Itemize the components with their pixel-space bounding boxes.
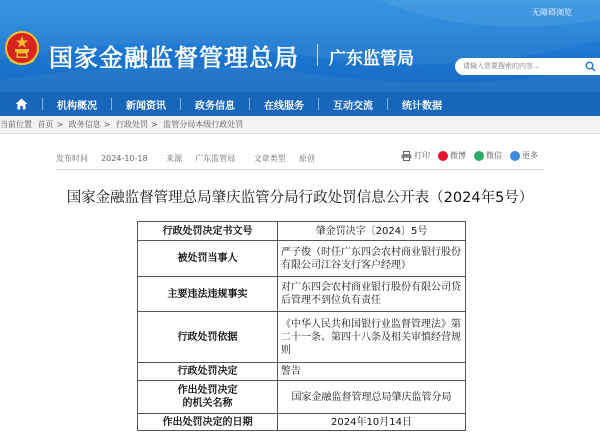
nav-item-label: 机构概况 xyxy=(57,100,97,112)
penalty-info-table xyxy=(137,221,466,431)
table-value-cell: 对广东四会农村商业银行股份有限公司贷后管理不到位负有责任 xyxy=(278,277,466,312)
wechat-icon xyxy=(474,151,484,161)
publish-time-label: 发布时间 xyxy=(56,154,88,163)
table-row xyxy=(138,312,466,363)
weibo-share-button[interactable] xyxy=(438,150,466,161)
nav-item-interaction[interactable] xyxy=(319,92,387,116)
table-row xyxy=(138,363,466,381)
table-value-cell: 《中华人民共和国银行业监督管理法》第二十一条、第四十八条及相关审慎经营规则 xyxy=(278,312,466,363)
nav-item-news[interactable] xyxy=(112,92,180,116)
print-label: 打印 xyxy=(414,151,430,160)
breadcrumb: 当前位置 首页 > 政务信息 > 行政处罚 > 监管分局本级行政处罚 xyxy=(0,116,600,134)
nav-item-government-info[interactable] xyxy=(181,92,249,116)
nav-item-label: 统计数据 xyxy=(402,100,442,112)
table-key-cell: 作出处罚决定的机关名称 xyxy=(138,381,278,414)
more-icon xyxy=(510,151,520,161)
wechat-share-button[interactable] xyxy=(474,150,502,161)
breadcrumb-item-penalty[interactable]: 行政处罚 xyxy=(116,120,149,129)
table-key-cell: 作出处罚决定的日期 xyxy=(138,414,278,431)
breadcrumb-item-home[interactable]: 首页 xyxy=(37,120,54,129)
breadcrumb-item-gov-info[interactable]: 政务信息 xyxy=(68,120,101,129)
search-input[interactable]: 请输入您要搜索的内容... xyxy=(455,58,581,75)
search-icon xyxy=(585,61,596,72)
top-links xyxy=(532,7,592,18)
weibo-label: 微博 xyxy=(450,151,466,160)
table-row xyxy=(138,414,466,431)
nav-item-label: 新闻资讯 xyxy=(126,100,166,112)
national-emblem-icon[interactable] xyxy=(4,30,40,68)
table-value-cell: 肇金罚决字〔2024〕5号 xyxy=(278,222,466,241)
site-header xyxy=(0,0,600,92)
weibo-icon xyxy=(438,151,448,161)
nav-item-label: 在线服务 xyxy=(264,100,304,112)
table-row xyxy=(138,277,466,312)
nav-item-statistics[interactable] xyxy=(388,92,456,116)
table-row xyxy=(138,222,466,241)
table-row xyxy=(138,241,466,277)
table-value-cell: 国家金融监督管理总局肇庆监管分局 xyxy=(278,381,466,414)
main-nav xyxy=(0,92,600,116)
article-type-value: 原创 xyxy=(298,154,315,163)
nav-item-label: 政务信息 xyxy=(195,100,235,112)
nav-home[interactable] xyxy=(0,92,42,116)
table-key-cell: 行政处罚决定书文号 xyxy=(138,222,278,241)
document-title: 国家金融监督管理总局肇庆监管分局行政处罚信息公开表（2024年5号） xyxy=(66,190,534,206)
home-icon xyxy=(15,98,28,110)
breadcrumb-item-current[interactable]: 监管分局本级行政处罚 xyxy=(163,120,244,129)
article-meta xyxy=(56,153,331,164)
branch-title[interactable]: 广东监管局 xyxy=(329,49,414,69)
breadcrumb-prefix: 当前位置 xyxy=(0,120,32,129)
publish-time: 2024-10-18 xyxy=(101,154,148,163)
nav-item-institution[interactable] xyxy=(43,92,111,116)
title-divider xyxy=(317,44,318,66)
nav-item-online-service[interactable] xyxy=(250,92,318,116)
more-share-button[interactable] xyxy=(510,150,538,161)
table-key-cell: 主要违法违规事实 xyxy=(138,277,278,312)
meta-divider xyxy=(56,169,544,170)
table-value-cell: 2024年10月14日 xyxy=(278,414,466,431)
table-key-cell: 行政处罚决定 xyxy=(138,363,278,381)
article-type-label: 文章类型 xyxy=(253,154,286,163)
source-value: 广东监管局 xyxy=(195,154,236,163)
nav-item-label: 互动交流 xyxy=(333,100,373,112)
table-row xyxy=(138,381,466,414)
share-bar xyxy=(401,150,538,161)
table-value-cell: 严子俊（时任广东四会农村商业银行股份有限公司江谷支行客户经理） xyxy=(278,241,466,277)
table-value-cell: 警告 xyxy=(278,363,466,381)
search-button[interactable] xyxy=(581,58,600,75)
printer-icon xyxy=(401,151,412,161)
wechat-label: 微信 xyxy=(486,151,502,160)
table-key-cell: 行政处罚依据 xyxy=(138,312,278,363)
print-button[interactable] xyxy=(401,150,430,161)
accessibility-link[interactable]: 无障碍浏览 xyxy=(532,8,572,17)
site-title[interactable]: 国家金融监督管理总局 xyxy=(49,44,299,72)
more-label: 更多 xyxy=(522,151,538,160)
table-key-cell: 被处罚当事人 xyxy=(138,241,278,277)
source-label: 来源 xyxy=(166,154,183,163)
